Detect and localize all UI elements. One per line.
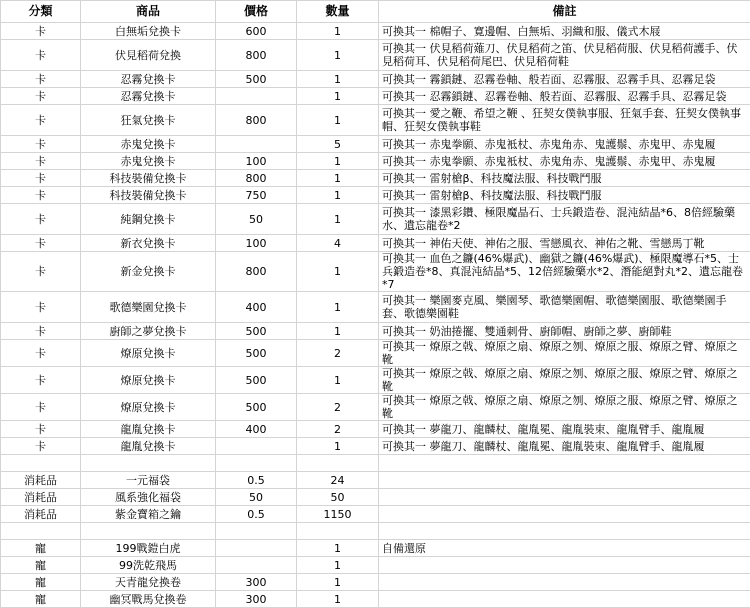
- table-row: [1, 153, 750, 170]
- price-cell[interactable]: 750: [216, 187, 297, 204]
- category-cell[interactable]: 寵: [1, 591, 81, 608]
- category-cell[interactable]: 卡: [1, 235, 81, 252]
- item-cell[interactable]: 狂氣兌換卡: [81, 105, 216, 136]
- price-cell[interactable]: 400: [216, 292, 297, 323]
- qty-cell[interactable]: 4: [297, 235, 379, 252]
- price-cell[interactable]: [216, 88, 297, 105]
- price-cell[interactable]: [216, 438, 297, 455]
- note-cell[interactable]: [379, 472, 750, 489]
- item-cell[interactable]: 199戰鎧白虎: [81, 540, 216, 557]
- qty-cell[interactable]: 50: [297, 489, 379, 506]
- category-cell[interactable]: 卡: [1, 438, 81, 455]
- note-cell[interactable]: 可換其一 燎原之戟、燎原之扇、燎原之刎、燎原之服、燎原之臂、燎原之靴: [379, 394, 750, 421]
- category-cell[interactable]: [1, 523, 81, 540]
- note-cell[interactable]: 可換其一 夢龍刀、龍麟杖、龍胤冕、龍胤裝束、龍胤臂手、龍胤履: [379, 438, 750, 455]
- item-cell[interactable]: 伏見稻荷兌換: [81, 40, 216, 71]
- item-cell[interactable]: 燎原兌換卡: [81, 367, 216, 394]
- item-cell[interactable]: 新金兌換卡: [81, 252, 216, 292]
- table-row: [1, 489, 750, 506]
- note-cell[interactable]: 可換其一 雷射槍β、科技魔法服、科技戰鬥服: [379, 187, 750, 204]
- category-cell[interactable]: 卡: [1, 394, 81, 421]
- category-cell[interactable]: [1, 455, 81, 472]
- note-cell[interactable]: 可換其一 血色之鐮(46%爆武)、幽獄之鐮(46%爆武)、極限魔導石*5、士兵鍛造卷*8、真混沌結晶*5、12倍經驗藥水*2、潛能絕對丸*2、遺忘龍卷*7: [379, 252, 750, 292]
- note-cell[interactable]: [379, 574, 750, 591]
- category-cell[interactable]: 卡: [1, 105, 81, 136]
- price-cell[interactable]: 800: [216, 40, 297, 71]
- price-cell[interactable]: 500: [216, 340, 297, 367]
- table-row: [1, 438, 750, 455]
- qty-cell[interactable]: 1: [297, 252, 379, 292]
- category-cell[interactable]: 卡: [1, 292, 81, 323]
- table-row: [1, 394, 750, 421]
- table-row: [1, 367, 750, 394]
- item-cell[interactable]: 燎原兌換卡: [81, 340, 216, 367]
- note-cell[interactable]: 可換其一 燎原之戟、燎原之扇、燎原之刎、燎原之服、燎原之臂、燎原之靴: [379, 340, 750, 367]
- qty-cell[interactable]: 1: [297, 438, 379, 455]
- price-cell[interactable]: 800: [216, 252, 297, 292]
- price-cell[interactable]: [216, 557, 297, 574]
- category-cell[interactable]: 卡: [1, 340, 81, 367]
- price-cell[interactable]: 100: [216, 235, 297, 252]
- category-cell[interactable]: 卡: [1, 252, 81, 292]
- price-cell[interactable]: [216, 455, 297, 472]
- note-cell[interactable]: 自備還原: [379, 540, 750, 557]
- category-cell[interactable]: 卡: [1, 367, 81, 394]
- category-cell[interactable]: 消耗品: [1, 489, 81, 506]
- table-row: [1, 323, 750, 340]
- qty-cell[interactable]: 2: [297, 421, 379, 438]
- note-cell[interactable]: [379, 523, 750, 540]
- qty-cell[interactable]: 1: [297, 591, 379, 608]
- item-cell[interactable]: 紫金寶箱之鑰: [81, 506, 216, 523]
- note-cell[interactable]: [379, 506, 750, 523]
- note-cell[interactable]: 可換其一 赤鬼拳願、赤鬼袛杖、赤鬼角赤、鬼護鬃、赤鬼甲、赤鬼履: [379, 136, 750, 153]
- note-cell[interactable]: 可換其一 棉帽子、寛邊帽、白無垢、羽織和服、儀式木屐: [379, 23, 750, 40]
- table-row: [1, 23, 750, 40]
- category-cell[interactable]: 卡: [1, 71, 81, 88]
- header-note[interactable]: 備註: [379, 1, 750, 23]
- note-cell[interactable]: 可換其一 燎原之戟、燎原之扇、燎原之刎、燎原之服、燎原之臂、燎原之靴: [379, 367, 750, 394]
- note-cell[interactable]: 可換其一 伏見稻荷薙刀、伏見稻荷之笛、伏見稻荷服、伏見稻荷護手、伏見稻荷耳、伏見稻荷尾巴、伏見稻荷鞋: [379, 40, 750, 71]
- note-cell[interactable]: [379, 489, 750, 506]
- qty-cell[interactable]: 1: [297, 88, 379, 105]
- item-cell[interactable]: 風系強化福袋: [81, 489, 216, 506]
- qty-cell[interactable]: [297, 523, 379, 540]
- price-cell[interactable]: 0.5: [216, 472, 297, 489]
- table-row: [1, 170, 750, 187]
- table-row: [1, 292, 750, 323]
- price-cell[interactable]: 300: [216, 574, 297, 591]
- category-cell[interactable]: 卡: [1, 204, 81, 235]
- item-cell[interactable]: 赤鬼兌換卡: [81, 153, 216, 170]
- header-row: [1, 1, 750, 23]
- table-row: [1, 187, 750, 204]
- spacer-row: [1, 523, 750, 540]
- price-cell[interactable]: 100: [216, 153, 297, 170]
- item-cell[interactable]: 科技裝備兌換卡: [81, 187, 216, 204]
- item-cell[interactable]: 忍霧兌換卡: [81, 88, 216, 105]
- table-row: [1, 591, 750, 608]
- category-cell[interactable]: 卡: [1, 323, 81, 340]
- table-row: [1, 136, 750, 153]
- table-body: [1, 23, 750, 608]
- category-cell[interactable]: 卡: [1, 88, 81, 105]
- note-cell[interactable]: 可換其一 奶油捲擺、雙通刺骨、廚師帽、廚師之夢、廚師鞋: [379, 323, 750, 340]
- price-cell[interactable]: [216, 540, 297, 557]
- qty-cell[interactable]: 1: [297, 540, 379, 557]
- table-row: [1, 557, 750, 574]
- note-cell[interactable]: 可換其一 忍霧鎖鏈、忍霧卷軸、般若面、忍霧服、忍霧手具、忍霧足袋: [379, 88, 750, 105]
- item-cell[interactable]: 燎原兌換卡: [81, 394, 216, 421]
- price-cell[interactable]: 800: [216, 105, 297, 136]
- note-cell[interactable]: 可換其一 漆黑彩鑽、極限魔晶石、士兵鍛造卷、混沌結晶*6、8倍經驗藥水、遺忘龍卷*2: [379, 204, 750, 235]
- price-cell[interactable]: 500: [216, 323, 297, 340]
- price-cell[interactable]: 800: [216, 170, 297, 187]
- note-cell[interactable]: 可換其一 樂園麥克風、樂園琴、歌德樂園帽、歌德樂園服、歌德樂園手套、歌德樂園鞋: [379, 292, 750, 323]
- note-cell[interactable]: [379, 557, 750, 574]
- table-row: [1, 540, 750, 557]
- qty-cell[interactable]: 1: [297, 292, 379, 323]
- item-cell[interactable]: 白無垢兌換卡: [81, 23, 216, 40]
- category-cell[interactable]: 消耗品: [1, 472, 81, 489]
- category-cell[interactable]: 卡: [1, 23, 81, 40]
- qty-cell[interactable]: 1: [297, 170, 379, 187]
- item-cell[interactable]: [81, 455, 216, 472]
- note-cell[interactable]: 可換其一 夢龍刀、龍麟杖、龍胤冕、龍胤裝束、龍胤臂手、龍胤履: [379, 421, 750, 438]
- price-cell[interactable]: 50: [216, 204, 297, 235]
- table-row: [1, 340, 750, 367]
- item-cell[interactable]: 赤鬼兌換卡: [81, 136, 216, 153]
- price-cell[interactable]: 500: [216, 394, 297, 421]
- note-cell[interactable]: [379, 455, 750, 472]
- qty-cell[interactable]: 1: [297, 204, 379, 235]
- qty-cell[interactable]: 1: [297, 71, 379, 88]
- table-row: [1, 421, 750, 438]
- item-cell[interactable]: 科技裝備兌換卡: [81, 170, 216, 187]
- item-cell[interactable]: 99洗乾飛馬: [81, 557, 216, 574]
- item-cell[interactable]: [81, 523, 216, 540]
- category-cell[interactable]: 卡: [1, 136, 81, 153]
- qty-cell[interactable]: 5: [297, 136, 379, 153]
- price-cell[interactable]: 400: [216, 421, 297, 438]
- table-row: [1, 204, 750, 235]
- item-cell[interactable]: 歌德樂園兌換卡: [81, 292, 216, 323]
- item-cell[interactable]: 一元福袋: [81, 472, 216, 489]
- table-row: [1, 88, 750, 105]
- item-cell[interactable]: 天青龍兌換卷: [81, 574, 216, 591]
- note-cell[interactable]: [379, 591, 750, 608]
- category-cell[interactable]: 消耗品: [1, 506, 81, 523]
- qty-cell[interactable]: 1: [297, 40, 379, 71]
- price-cell[interactable]: 600: [216, 23, 297, 40]
- note-cell[interactable]: 可換其一 愛之鞭、希望之鞭 、狂契女僕執事服、狂氣手套、狂契女僕執事帽、狂契女僕執事鞋: [379, 105, 750, 136]
- price-cell[interactable]: 300: [216, 591, 297, 608]
- qty-cell[interactable]: 1: [297, 153, 379, 170]
- category-cell[interactable]: 寵: [1, 557, 81, 574]
- price-cell[interactable]: 500: [216, 71, 297, 88]
- note-cell[interactable]: 可換其一 霧鎖鏈、忍霧卷軸、般若面、忍霧服、忍霧手具、忍霧足袋: [379, 71, 750, 88]
- header-category[interactable]: 分類: [1, 1, 81, 23]
- item-cell[interactable]: 純鋼兌換卡: [81, 204, 216, 235]
- qty-cell[interactable]: 1: [297, 574, 379, 591]
- qty-cell[interactable]: 1: [297, 323, 379, 340]
- item-cell[interactable]: 幽冥戰馬兌換卷: [81, 591, 216, 608]
- price-cell[interactable]: [216, 523, 297, 540]
- qty-cell[interactable]: 1: [297, 105, 379, 136]
- category-cell[interactable]: 卡: [1, 421, 81, 438]
- qty-cell[interactable]: 1: [297, 557, 379, 574]
- item-cell[interactable]: 新衣兌換卡: [81, 235, 216, 252]
- item-cell[interactable]: 龍胤兌換卡: [81, 421, 216, 438]
- item-cell[interactable]: 忍霧兌換卡: [81, 71, 216, 88]
- header-price[interactable]: 價格: [216, 1, 297, 23]
- category-cell[interactable]: 寵: [1, 574, 81, 591]
- qty-cell[interactable]: 1: [297, 187, 379, 204]
- header-item[interactable]: 商品: [81, 1, 216, 23]
- table-row: [1, 40, 750, 71]
- category-cell[interactable]: 卡: [1, 187, 81, 204]
- qty-cell[interactable]: 1150: [297, 506, 379, 523]
- qty-cell[interactable]: 24: [297, 472, 379, 489]
- qty-cell[interactable]: 2: [297, 340, 379, 367]
- table-row: [1, 506, 750, 523]
- category-cell[interactable]: 卡: [1, 40, 81, 71]
- table-row: [1, 574, 750, 591]
- category-cell[interactable]: 卡: [1, 170, 81, 187]
- price-cell[interactable]: [216, 136, 297, 153]
- table-row: [1, 252, 750, 292]
- table-row: [1, 105, 750, 136]
- price-cell[interactable]: 500: [216, 367, 297, 394]
- note-cell[interactable]: 可換其一 神佑天使、神佑之服、雪戀風衣、神佑之靴、雪戀馬丁靴: [379, 235, 750, 252]
- table-row: [1, 71, 750, 88]
- spacer-row: [1, 455, 750, 472]
- category-cell[interactable]: 卡: [1, 153, 81, 170]
- note-cell[interactable]: 可換其一 雷射槍β、科技魔法服、科技戰鬥服: [379, 170, 750, 187]
- price-cell[interactable]: 50: [216, 489, 297, 506]
- qty-cell[interactable]: 1: [297, 23, 379, 40]
- header-qty[interactable]: 數量: [297, 1, 379, 23]
- item-cell[interactable]: 龍胤兌換卡: [81, 438, 216, 455]
- price-cell[interactable]: 0.5: [216, 506, 297, 523]
- qty-cell[interactable]: 2: [297, 394, 379, 421]
- table-row: [1, 235, 750, 252]
- qty-cell[interactable]: 1: [297, 367, 379, 394]
- category-cell[interactable]: 寵: [1, 540, 81, 557]
- table-row: [1, 472, 750, 489]
- qty-cell[interactable]: [297, 455, 379, 472]
- note-cell[interactable]: 可換其一 赤鬼拳願、赤鬼袛杖、赤鬼角赤、鬼護鬃、赤鬼甲、赤鬼履: [379, 153, 750, 170]
- item-cell[interactable]: 廚師之夢兌換卡: [81, 323, 216, 340]
